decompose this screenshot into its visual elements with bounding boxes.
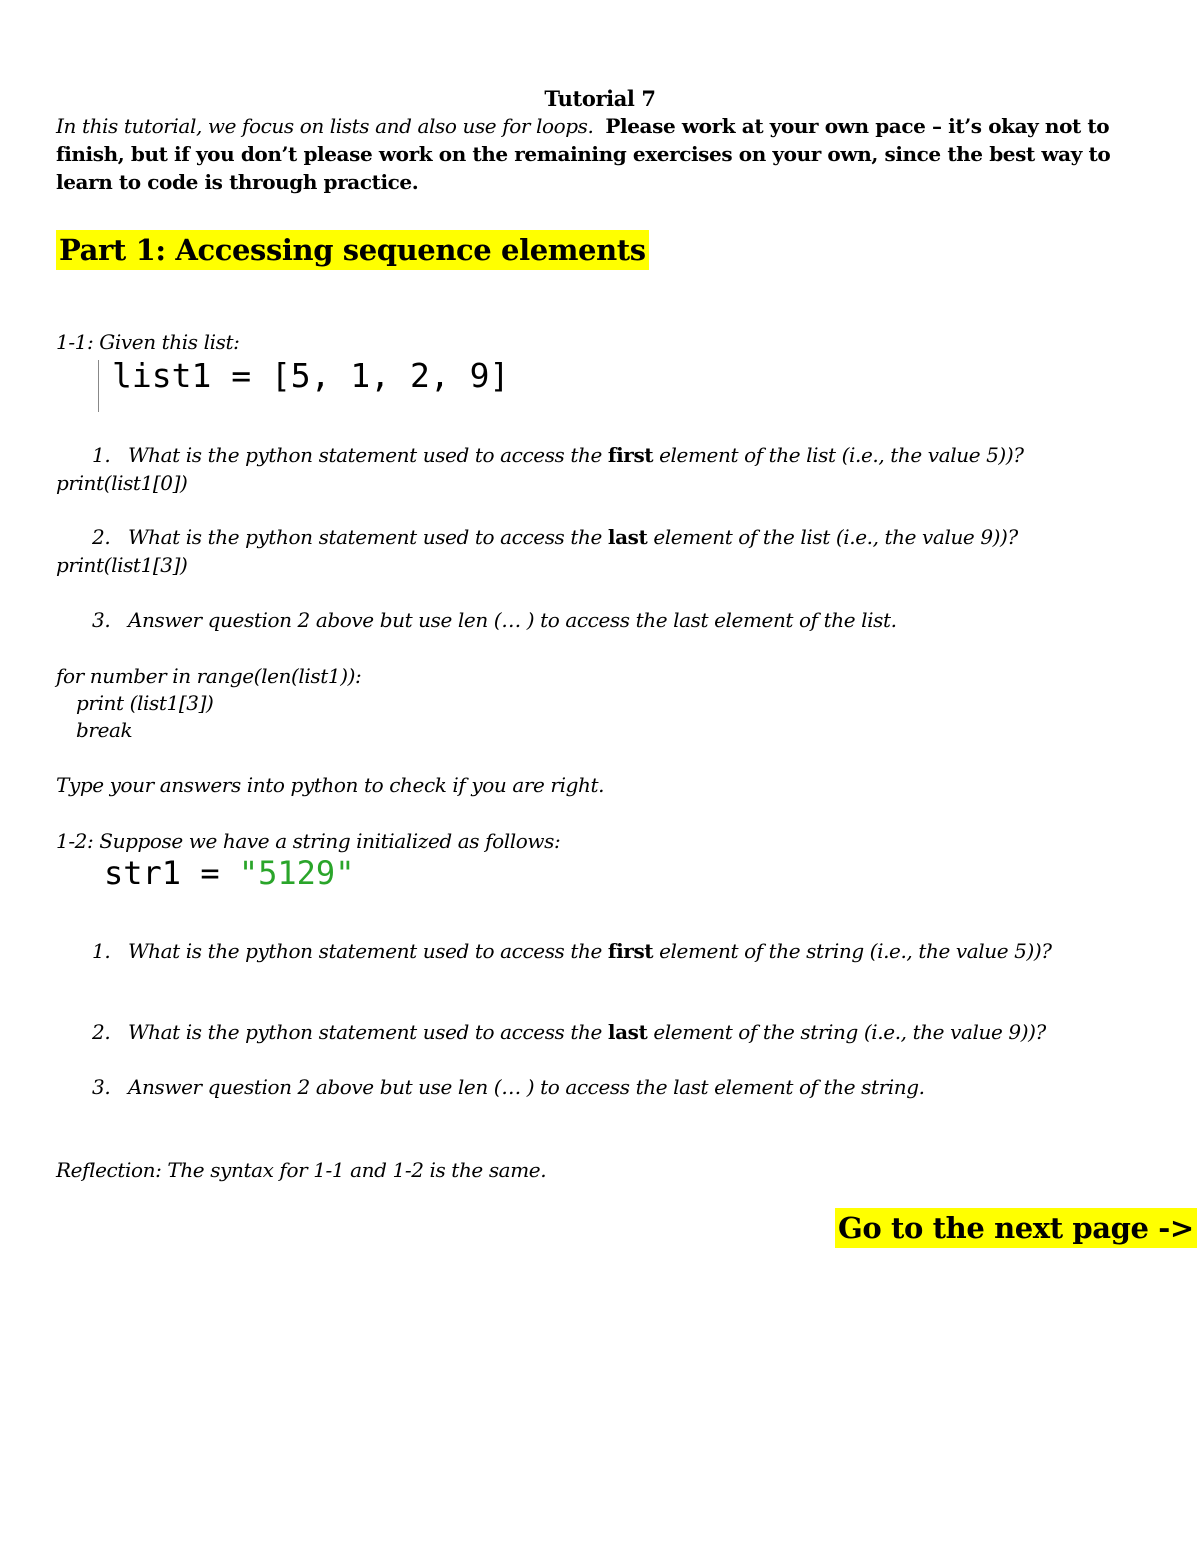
item-text: Answer question 2 above but use len (… ) to access the last element of the string. [128, 1075, 925, 1099]
item-text: element of the string (i.e., the value 9))? [653, 1020, 1046, 1044]
item-number: 1. [92, 939, 111, 963]
item-text: element of the string (i.e., the value 5))? [659, 939, 1052, 963]
item-number: 3. [92, 1075, 111, 1099]
part1-heading: Part 1: Accessing sequence elements [56, 230, 649, 270]
reflection-note: Reflection: The syntax for 1-1 and 1-2 is the same. [56, 1158, 547, 1182]
intro-italic: In this tutorial, we focus on lists and also use for loops. [56, 114, 594, 138]
list-code-snippet: list1 = [5, 1, 2, 9] [112, 356, 510, 395]
q1-1-item-3 [92, 606, 897, 634]
string-code-snippet [104, 854, 354, 892]
check-instruction: Type your answers into python to check if you are right. [56, 773, 605, 797]
q1-1-answer-2: print(list1[3]) [56, 553, 188, 577]
item-bold-word: first [607, 939, 654, 963]
item-text: What is the python statement used to access the [128, 525, 602, 549]
q1-2-item-3 [92, 1073, 925, 1101]
item-bold-word: first [607, 443, 654, 467]
intro-paragraph [56, 112, 1146, 196]
item-text: What is the python statement used to access the [128, 443, 602, 467]
item-number: 2. [92, 525, 111, 549]
item-text: Answer question 2 above but use len (… ) to access the last element of the list. [128, 608, 897, 632]
q1-2-item-1 [92, 937, 1052, 965]
q1-1-label: 1-1: Given this list: [56, 330, 240, 354]
item-text: What is the python statement used to access the [128, 1020, 602, 1044]
code-margin-bar [98, 360, 99, 412]
page-title: Tutorial 7 [544, 86, 656, 111]
q1-2-item-2 [92, 1018, 1046, 1046]
item-number: 1. [92, 443, 111, 467]
q1-1-answer-1: print(list1[0]) [56, 471, 188, 495]
item-bold-word: last [607, 525, 648, 549]
q1-2-label: 1-2: Suppose we have a string initialized as follows: [56, 829, 561, 853]
loop-line-2: print (list1[3]) [76, 691, 214, 715]
q1-1-item-1 [92, 441, 1024, 469]
item-number: 2. [92, 1020, 111, 1044]
code-string-literal: "5129" [238, 854, 355, 892]
q1-1-item-2 [92, 523, 1018, 551]
item-text: What is the python statement used to access the [128, 939, 602, 963]
loop-line-3: break [76, 718, 133, 742]
loop-line-1: for number in range(len(list1)): [56, 664, 362, 688]
next-page-note: Go to the next page -> [835, 1208, 1197, 1248]
code-variable: str1 = [104, 854, 239, 892]
item-text: element of the list (i.e., the value 9))? [653, 525, 1018, 549]
item-text: element of the list (i.e., the value 5))? [659, 443, 1024, 467]
intro-bold: Please work at your own pace – it’s okay not to finish, but if you don’t please work on the remaining exercises on your own, since the best way to learn to code is through practice. [56, 114, 1111, 194]
item-bold-word: last [607, 1020, 648, 1044]
item-number: 3. [92, 608, 111, 632]
